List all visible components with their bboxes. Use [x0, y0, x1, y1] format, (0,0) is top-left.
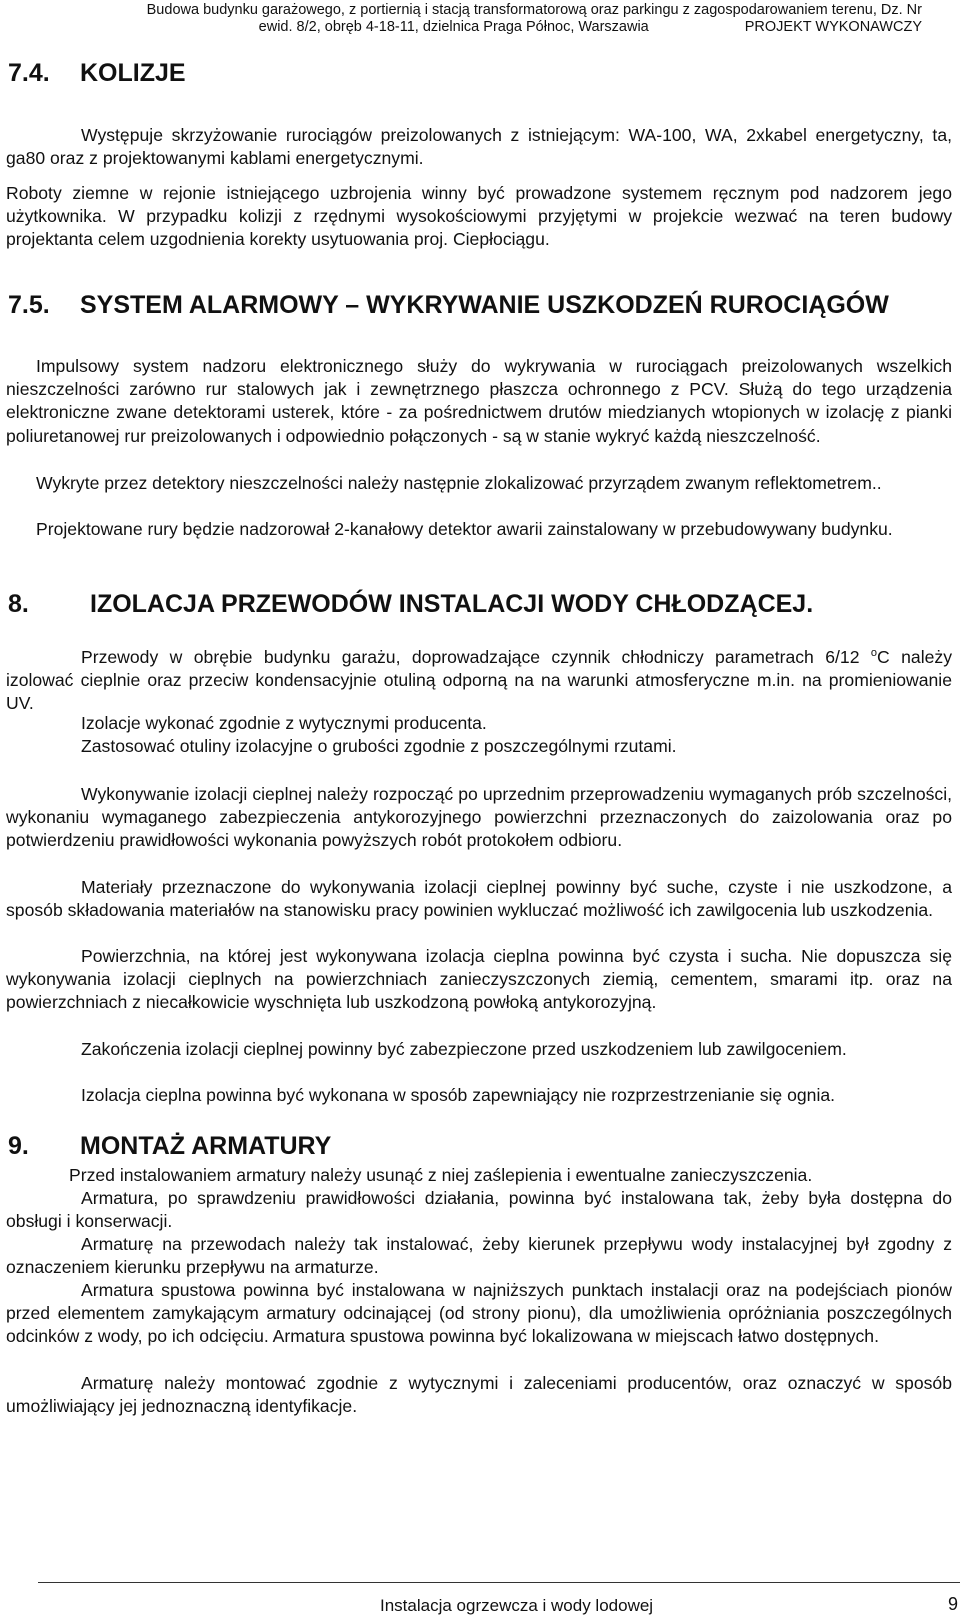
paragraph: Armatura spustowa powinna być instalowana w najniższych punktach instalacji oraz na podejściach pionów przed elementem zamykającym armatury odcinającej (od strony pionu), dla umożliwienia opróżniania poszczególnych odcinków z wody, po ich odcięciu. Armatura spustowa powinna być lokalizowana w miejscach łatwo dostępnych. [6, 1280, 952, 1347]
section-heading-7-5 [8, 290, 889, 320]
document-header-project: PROJEKT WYKONAWCZY [744, 19, 922, 35]
section-title: KOLIZJE [80, 59, 186, 87]
paragraph: Wykryte przez detektory nieszczelności należy następnie zlokalizować przyrządem zwanym reflektometrem.. [36, 473, 882, 493]
footer-title: Instalacja ogrzewcza i wody lodowej [380, 1596, 654, 1615]
paragraph: Przed instalowaniem armatury należy usunąć z niej zaślepienia i ewentualne zanieczyszczenia. [69, 1165, 813, 1185]
paragraph: Materiały przeznaczone do wykonywania izolacji cieplnej powinny być suche, czyste i nie uszkodzone, a sposób składowania materiałów na stanowisku pracy powinien wykluczać możliwość ich zawilgocenia lub uszkodzenia. [6, 877, 952, 921]
document-header-line1: Budowa budynku garażowego, z portiernią i stacją transformatorową oraz parkingu z zagospodarowaniem terenu, Dz. Nr [146, 2, 922, 18]
paragraph: Armaturę należy montować zgodnie z wytycznymi i zaleceniami producentów, oraz oznaczyć w sposób umożliwiający jej jednoznaczną identyfikacje. [6, 1373, 952, 1417]
document-header-location: ewid. 8/2, obręb 4-18-11, dzielnica Praga Północ, Warszawia [258, 19, 649, 35]
section-number: 7.5. [8, 291, 50, 319]
section-number: 9. [8, 1132, 29, 1160]
paragraph: Roboty ziemne w rejonie istniejącego uzbrojenia winny być prowadzone systemem ręcznym pod nadzorem jego użytkownika. W przypadku kolizji z rzędnymi wysokościowymi przyjętymi w projekcie wezwać na teren budowy projektanta celem uzgodnienia korekty usytuowania proj. Ciepłociągu. [6, 183, 952, 250]
paragraph: Zakończenia izolacji cieplnej powinny być zabezpieczone przed uszkodzeniem lub zawilgoceniem. [81, 1039, 847, 1059]
section-title: IZOLACJA PRZEWODÓW INSTALACJI WODY CHŁODZĄCEJ. [90, 590, 814, 618]
section-heading-8 [8, 589, 813, 619]
paragraph: Występuje skrzyżowanie rurociągów preizolowanych z istniejącym: WA-100, WA, 2xkabel energetyczny, ta, ga80 oraz z projektowanymi kablami energetycznymi. [6, 125, 952, 169]
paragraph: Powierzchnia, na której jest wykonywana izolacja cieplna powinna być czysta i sucha. Nie dopuszcza się wykonywania izolacji cieplnych na powierzchniach zanieczyszczonych ziemią, cementem, smarami itp. oraz na powierzchniach z niecałkowicie wyschnięta lub uszkodzoną powłoką antykorozyjną. [6, 946, 952, 1013]
document-header-line2 [259, 17, 922, 38]
section-title: MONTAŻ ARMATURY [80, 1132, 332, 1160]
paragraph: Armatura, po sprawdzeniu prawidłowości działania, powinna być instalowana tak, żeby była dostępna do obsługi i konserwacji. [6, 1188, 952, 1232]
footer-divider [38, 1582, 960, 1583]
paragraph: Wykonywanie izolacji cieplnej należy rozpocząć po uprzednim przeprowadzeniu wymaganych prób szczelności, wykonaniu wymaganego zabezpieczenia antykorozyjnego powierzchni przeznaczonych do zaizolowania oraz po potwierdzeniu prawidłowości wykonania powyższych robót protokołem odbioru. [6, 784, 952, 851]
section-number: 7.4. [8, 59, 50, 87]
paragraph: Przewody w obrębie budynku garażu, doprowadzające czynnik chłodniczy parametrach 6/12 $^o$C należy izolować cieplnie oraz przeciw kondensacyjnie otuliną odporną na na warunki atmosferyczne m.in. na promieniowanie UV. [6, 647, 953, 714]
page-number: 9 [948, 1594, 959, 1614]
paragraph: Zastosować otuliny izolacyjne o grubości zgodnie z poszczególnymi rzutami. [81, 736, 677, 756]
section-number: 8. [8, 590, 29, 618]
section-title: SYSTEM ALARMOWY – WYKRYWANIE USZKODZEŃ RUROCIĄGÓW [80, 291, 889, 319]
paragraph: Izolacja cieplna powinna być wykonana w sposób zapewniający nie rozprzestrzenianie się ognia. [81, 1085, 836, 1105]
paragraph: Armaturę na przewodach należy tak instalować, żeby kierunek przepływu wody instalacyjnej był zgodny z oznaczeniem kierunku przepływu na armaturze. [6, 1234, 952, 1278]
paragraph: Izolacje wykonać zgodnie z wytycznymi producenta. [81, 713, 487, 733]
section-heading-7-4 [8, 58, 186, 88]
section-heading-9 [8, 1131, 331, 1161]
paragraph: Impulsowy system nadzoru elektronicznego służy do wykrywania w rurociągach preizolowanych wszelkich nieszczelności zarówno rur stalowych jak i zewnętrznego płaszcza ochronnego z PCV. Służą do tego urządzenia elektroniczne zwane detektorami usterek, które - za pośrednictwem drutów miedzianych wtopionych w izolację z pianki poliuretanowej rur preizolowanych i odpowiednio połączonych - są w stanie wykryć każdą nieszczelność. [6, 356, 952, 446]
paragraph: Projektowane rury będzie nadzorował 2-kanałowy detektor awarii zainstalowany w przebudowywany budynku. [36, 519, 893, 539]
